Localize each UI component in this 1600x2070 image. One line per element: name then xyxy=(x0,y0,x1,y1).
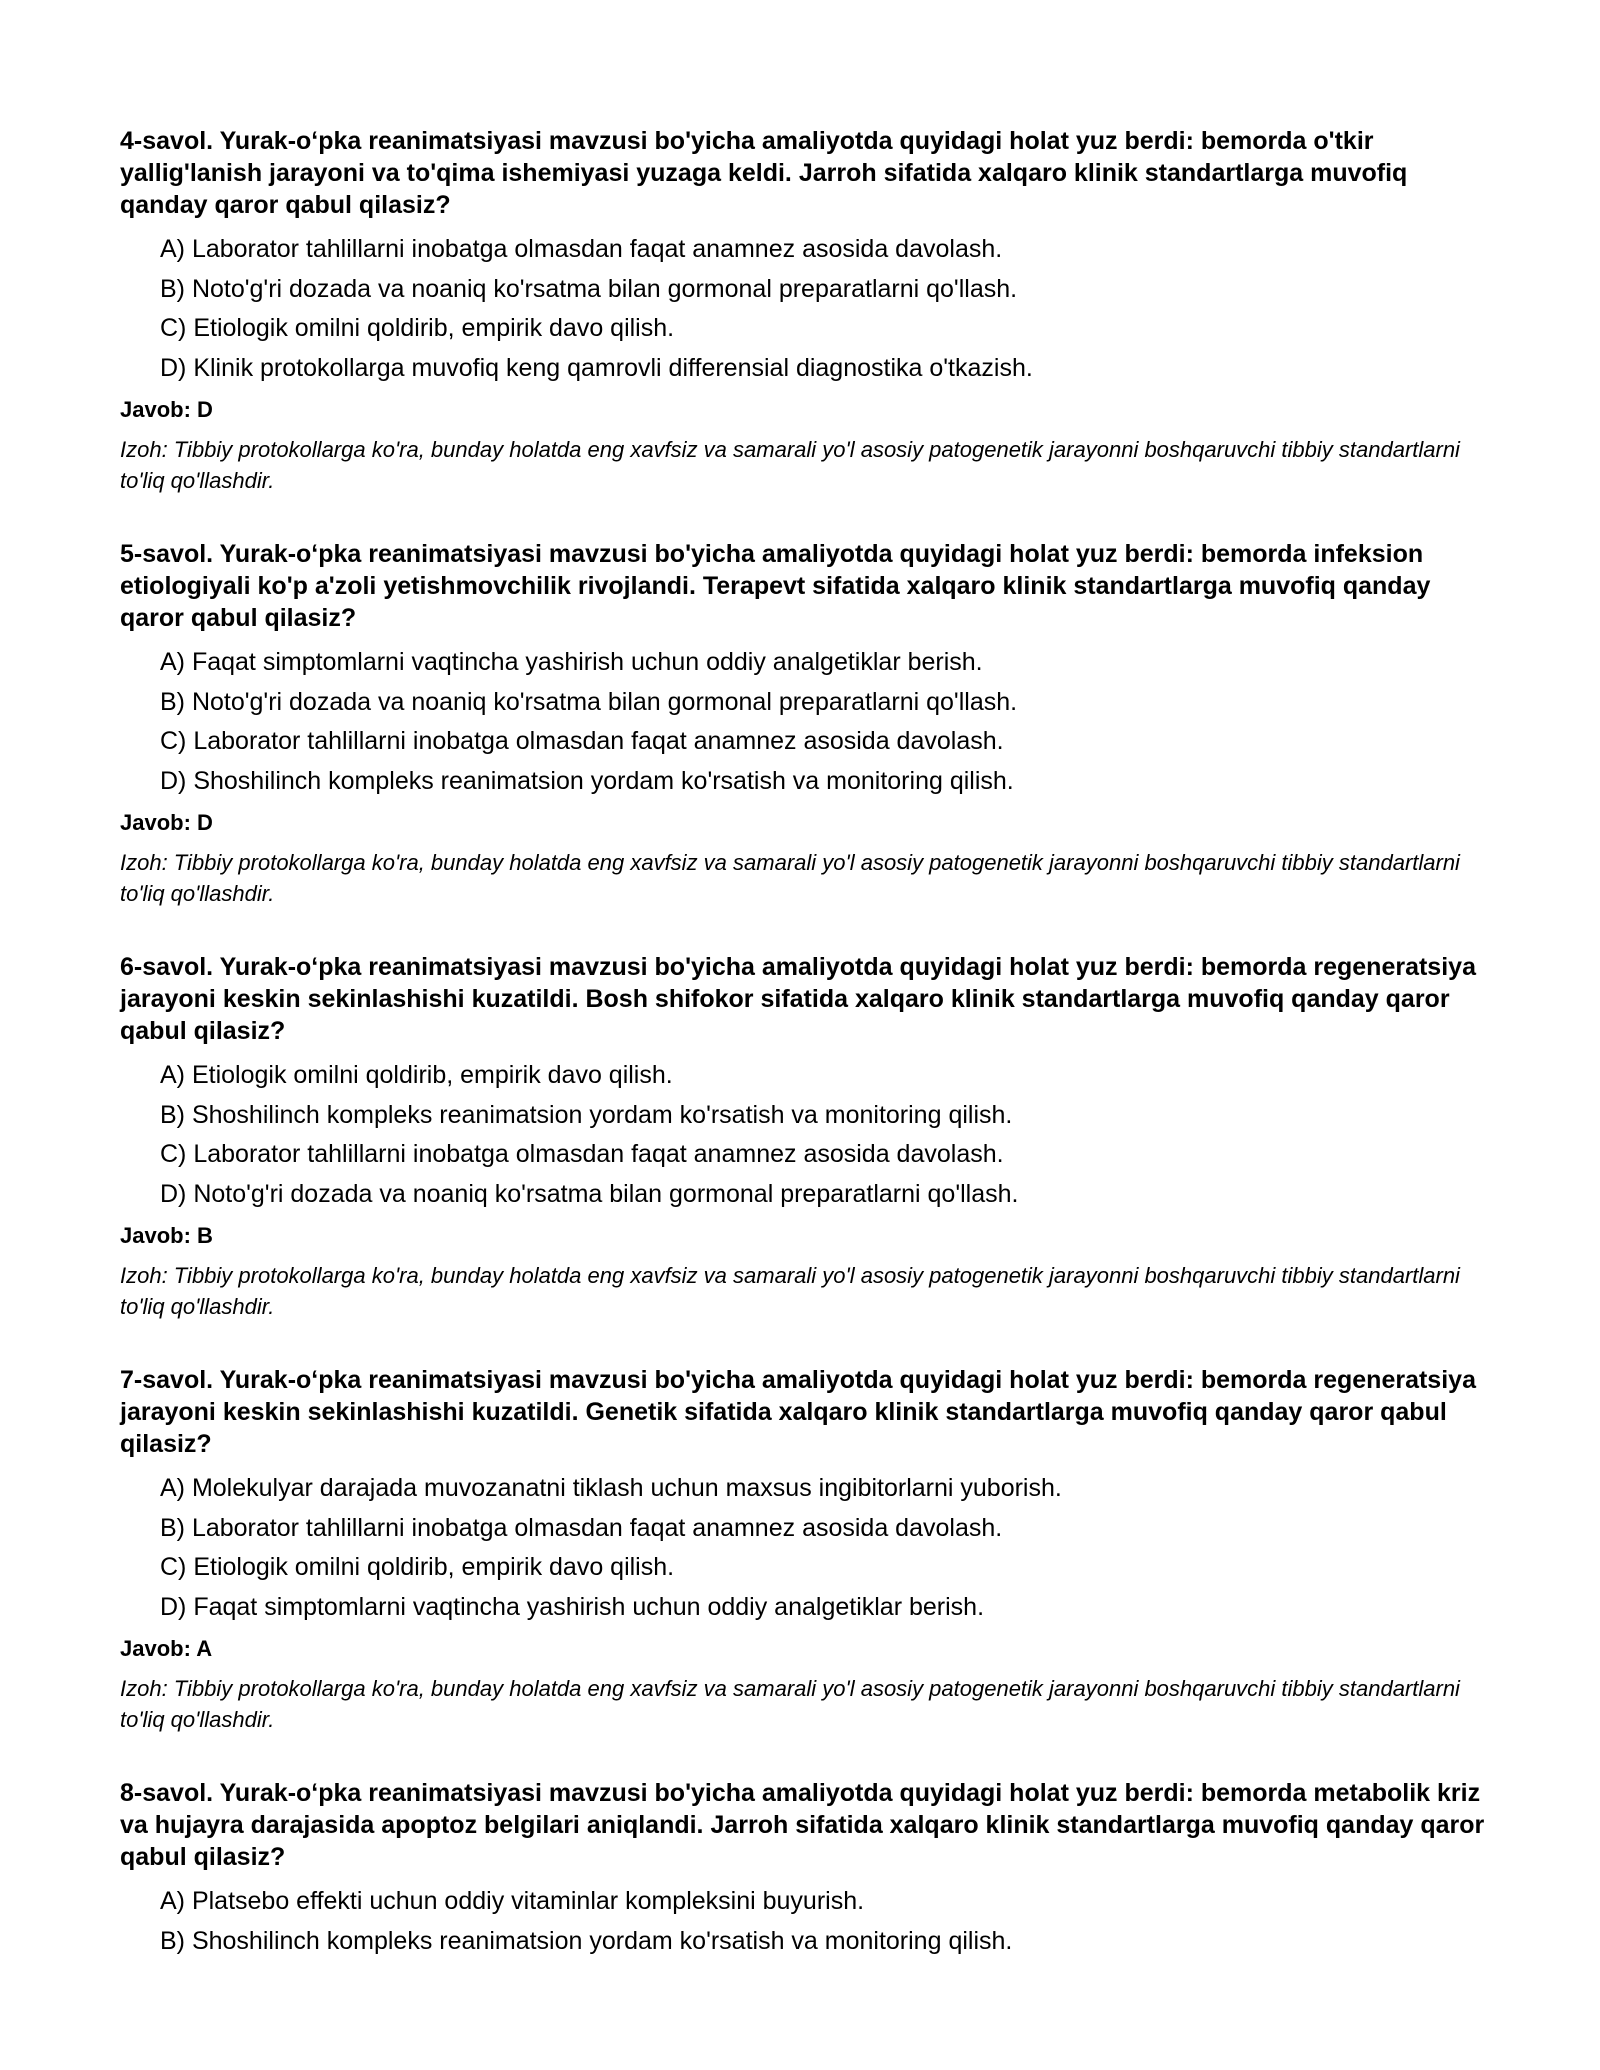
explanation-note: Izoh: Tibbiy protokollarga ko'ra, bunday holatda eng xavfsiz va samarali yo'l asosiy patogenetik jarayonni boshqaruvchi tibbiy standartlarni to'liq qo'llashdir. xyxy=(120,1676,1460,1732)
question-8 xyxy=(120,1777,1490,1961)
option-b: B) Laborator tahlillarni inobatga olmasdan faqat anamnez asosida davolash. xyxy=(160,1513,1003,1542)
option-d: D) Faqat simptomlarni vaqtincha yashirish uchun oddiy analgetiklar berish. xyxy=(160,1592,985,1621)
question-title: 4-savol. Yurak-o‘pka reanimatsiyasi mavzusi bo'yicha amaliyotda quyidagi holat yuz berdi: bemorda o'tkir yallig'lanish jarayoni va to'qima ishemiyasi yuzaga keldi. Jarroh sifatida xalqaro klinik standartlarga muvofiq qanday qaror qabul qilasiz? xyxy=(120,127,1408,219)
option-c: C) Laborator tahlillarni inobatga olmasdan faqat anamnez asosida davolash. xyxy=(160,727,1004,755)
option-d: D) Shoshilinch kompleks reanimatsion yordam ko'rsatish va monitoring qilish. xyxy=(160,766,1014,795)
option-b: B) Noto'g'ri dozada va noaniq ko'rsatma bilan gormonal preparatlarni qo'llash. xyxy=(160,687,1018,716)
question-6 xyxy=(120,951,1490,1322)
option-d: D) Klinik protokollarga muvofiq keng qamrovli differensial diagnostika o'tkazish. xyxy=(160,353,1033,382)
question-7 xyxy=(120,1364,1490,1735)
option-a: A) Laborator tahlillarni inobatga olmasdan faqat anamnez asosida davolash. xyxy=(160,235,1003,263)
options-list xyxy=(120,1882,1490,1961)
explanation-note: Izoh: Tibbiy protokollarga ko'ra, bunday holatda eng xavfsiz va samarali yo'l asosiy patogenetik jarayonni boshqaruvchi tibbiy standartlarni to'liq qo'llashdir. xyxy=(120,850,1460,906)
question-5 xyxy=(120,538,1490,909)
option-c: C) Etiologik omilni qoldirib, empirik davo qilish. xyxy=(160,1553,675,1581)
option-c: C) Etiologik omilni qoldirib, empirik davo qilish. xyxy=(160,314,675,342)
question-4 xyxy=(120,125,1490,496)
question-title: 6-savol. Yurak-o‘pka reanimatsiyasi mavzusi bo'yicha amaliyotda quyidagi holat yuz berdi: bemorda regeneratsiya jarayoni keskin sekinlashishi kuzatildi. Bosh shifokor sifatida xalqaro klinik standartlarga muvofiq qanday qaror qabul qilasiz? xyxy=(120,953,1476,1045)
option-c: C) Laborator tahlillarni inobatga olmasdan faqat anamnez asosida davolash. xyxy=(160,1140,1004,1168)
option-d: D) Noto'g'ri dozada va noaniq ko'rsatma bilan gormonal preparatlarni qo'llash. xyxy=(160,1179,1019,1208)
explanation-note: Izoh: Tibbiy protokollarga ko'ra, bunday holatda eng xavfsiz va samarali yo'l asosiy patogenetik jarayonni boshqaruvchi tibbiy standartlarni to'liq qo'llashdir. xyxy=(120,437,1460,493)
options-list xyxy=(120,1056,1490,1214)
options-list xyxy=(120,1469,1490,1627)
option-a: A) Faqat simptomlarni vaqtincha yashirish uchun oddiy analgetiklar berish. xyxy=(160,648,983,676)
options-list xyxy=(120,230,1490,388)
option-b: B) Noto'g'ri dozada va noaniq ko'rsatma bilan gormonal preparatlarni qo'llash. xyxy=(160,274,1018,303)
question-title: 5-savol. Yurak-o‘pka reanimatsiyasi mavzusi bo'yicha amaliyotda quyidagi holat yuz berdi: bemorda infeksion etiologiyali ko'p a'zoli yetishmovchilik rivojlandi. Terapevt sifatida xalqaro klinik standartlarga muvofiq qanday qaror qabul qilasiz? xyxy=(120,540,1431,632)
question-title: 8-savol. Yurak-o‘pka reanimatsiyasi mavzusi bo'yicha amaliyotda quyidagi holat yuz berdi: bemorda metabolik kriz va hujayra darajasida apoptoz belgilari aniqlandi. Jarroh sifatida xalqaro klinik standartlarga muvofiq qanday qaror qabul qilasiz? xyxy=(120,1779,1485,1871)
option-a: A) Platsebo effekti uchun oddiy vitaminlar kompleksini buyurish. xyxy=(160,1887,865,1915)
option-b: B) Shoshilinch kompleks reanimatsion yordam ko'rsatish va monitoring qilish. xyxy=(160,1100,1013,1129)
option-b: B) Shoshilinch kompleks reanimatsion yordam ko'rsatish va monitoring qilish. xyxy=(160,1926,1013,1955)
answer-label: Javob: D xyxy=(120,397,213,422)
answer-label: Javob: D xyxy=(120,810,213,835)
explanation-note: Izoh: Tibbiy protokollarga ko'ra, bunday holatda eng xavfsiz va samarali yo'l asosiy patogenetik jarayonni boshqaruvchi tibbiy standartlarni to'liq qo'llashdir. xyxy=(120,1263,1460,1319)
option-a: A) Molekulyar darajada muvozanatni tiklash uchun maxsus ingibitorlarni yuborish. xyxy=(160,1474,1062,1502)
question-title: 7-savol. Yurak-o‘pka reanimatsiyasi mavzusi bo'yicha amaliyotda quyidagi holat yuz berdi: bemorda regeneratsiya jarayoni keskin sekinlashishi kuzatildi. Genetik sifatida xalqaro klinik standartlarga muvofiq qanday qaror qabul qilasiz? xyxy=(120,1366,1476,1458)
options-list xyxy=(120,643,1490,801)
answer-label: Javob: A xyxy=(120,1636,213,1661)
answer-label: Javob: B xyxy=(120,1223,213,1248)
option-a: A) Etiologik omilni qoldirib, empirik davo qilish. xyxy=(160,1061,673,1089)
